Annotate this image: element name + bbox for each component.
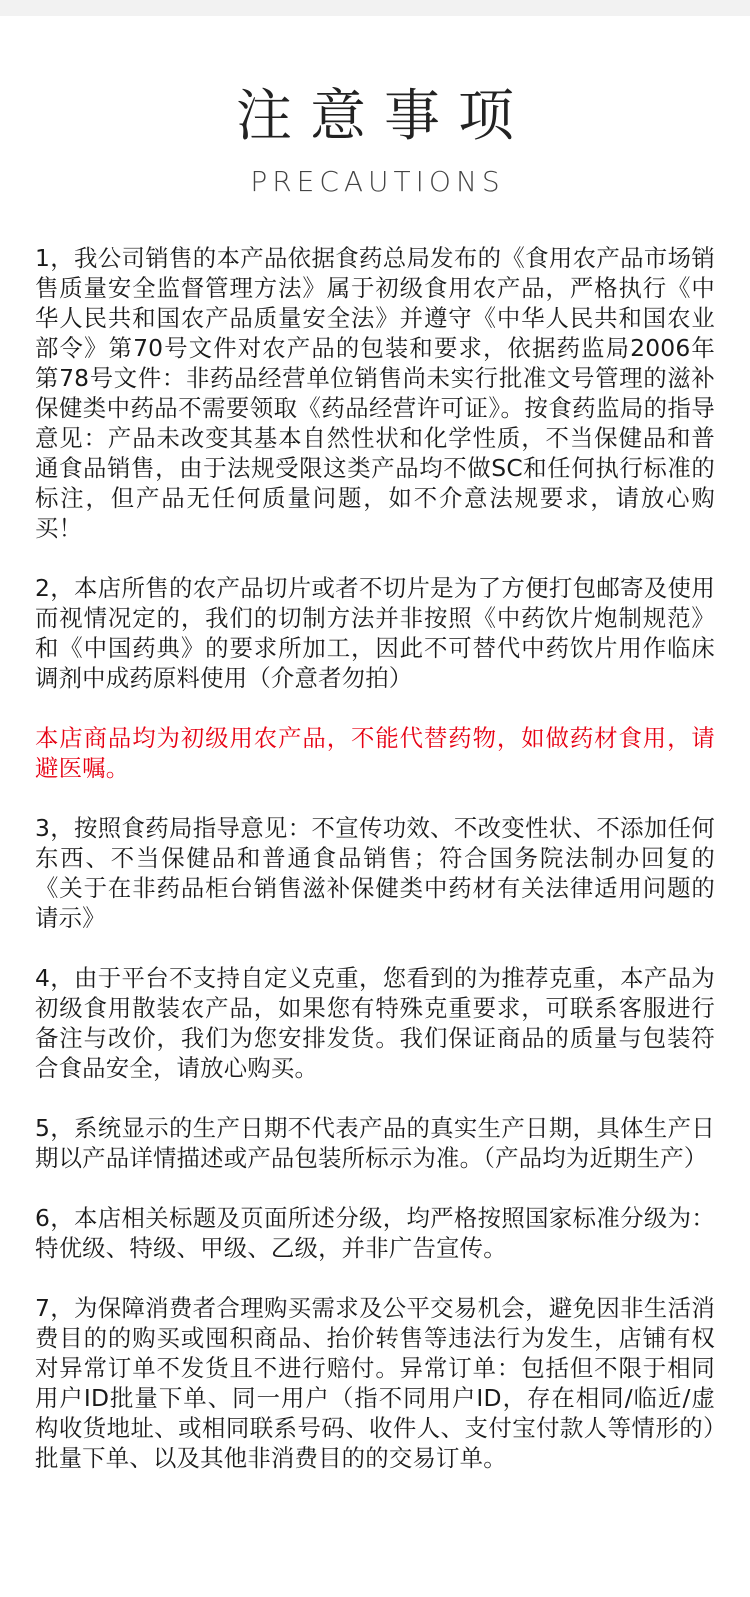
spacer (35, 1083, 715, 1113)
precautions-content (35, 243, 715, 1473)
spacer (35, 1173, 715, 1203)
precaution-item-1: 1，我公司销售的本产品依据食药总局发布的《食用农产品市场销售质量安全监督管理方法》属于初级食用农产品，严格执行《中华人民共和国农产品质量安全法》并遵守《中华人民共和国农业部令》第70号文件对农产品的包装和要求，依据药监局2006年第78号文件：非药品经营单位销售尚未实行批准文号管理的滋补保健类中药品不需要领取《药品经营许可证》。按食药监局的指导意见：产品未改变其基本自然性状和化学性质，不当保健品和普通食品销售，由于法规受限这类产品均不做SC和任何执行标准的标注，但产品无任何质量问题，如不介意法规要求，请放心购买！ (35, 244, 715, 542)
spacer (35, 543, 715, 573)
spacer (35, 1263, 715, 1293)
precaution-item-7: 7，为保障消费者合理购买需求及公平交易机会，避免因非生活消费目的的购买或囤积商品、抬价转售等违法行为发生，店铺有权对异常订单不发货且不进行赔付。异常订单：包括但不限于相同用户ID批量下单、同一用户（指不同用户ID，存在相同/临近/虚构收货地址、或相同联系号码、收件人、支付宝付款人等情形的）批量下单、以及其他非消费目的的交易订单。 (35, 1294, 715, 1472)
spacer (35, 693, 715, 723)
page-subtitle: PRECAUTIONS (250, 165, 505, 198)
precaution-item-5: 5，系统显示的生产日期不代表产品的真实生产日期，具体生产日期以产品详情描述或产品包装所标示为准。（产品均为近期生产） (35, 1114, 715, 1172)
warning-notice: 本店商品均为初级用农产品，不能代替药物，如做药材食用，请避医嘱。 (35, 724, 715, 782)
precaution-item-4: 4，由于平台不支持自定义克重，您看到的为推荐克重，本产品为初级食用散装农产品，如果您有特殊克重要求，可联系客服进行备注与改价，我们为您安排发货。我们保证商品的质量与包装符合食品安全，请放心购买。 (35, 964, 715, 1082)
page-title: 注意事项 (236, 84, 532, 149)
spacer (35, 783, 715, 813)
precaution-item-6: 6，本店相关标题及页面所述分级，均严格按照国家标准分级为：特优级、特级、甲级、乙级，并非广告宣传。 (35, 1204, 715, 1262)
precaution-item-3: 3，按照食药局指导意见：不宣传功效、不改变性状、不添加任何东西、不当保健品和普通食品销售；符合国务院法制办回复的《关于在非药品柜台销售滋补保健类中药材有关法律适用问题的请示》 (35, 814, 715, 932)
spacer (35, 933, 715, 963)
precaution-item-2: 2，本店所售的农产品切片或者不切片是为了方便打包邮寄及使用而视情况定的，我们的切制方法并非按照《中药饮片炮制规范》和《中国药典》的要求所加工，因此不可替代中药饮片用作临床调剂中成药原料使用（介意者勿拍） (35, 574, 715, 692)
top-bar (0, 0, 750, 16)
